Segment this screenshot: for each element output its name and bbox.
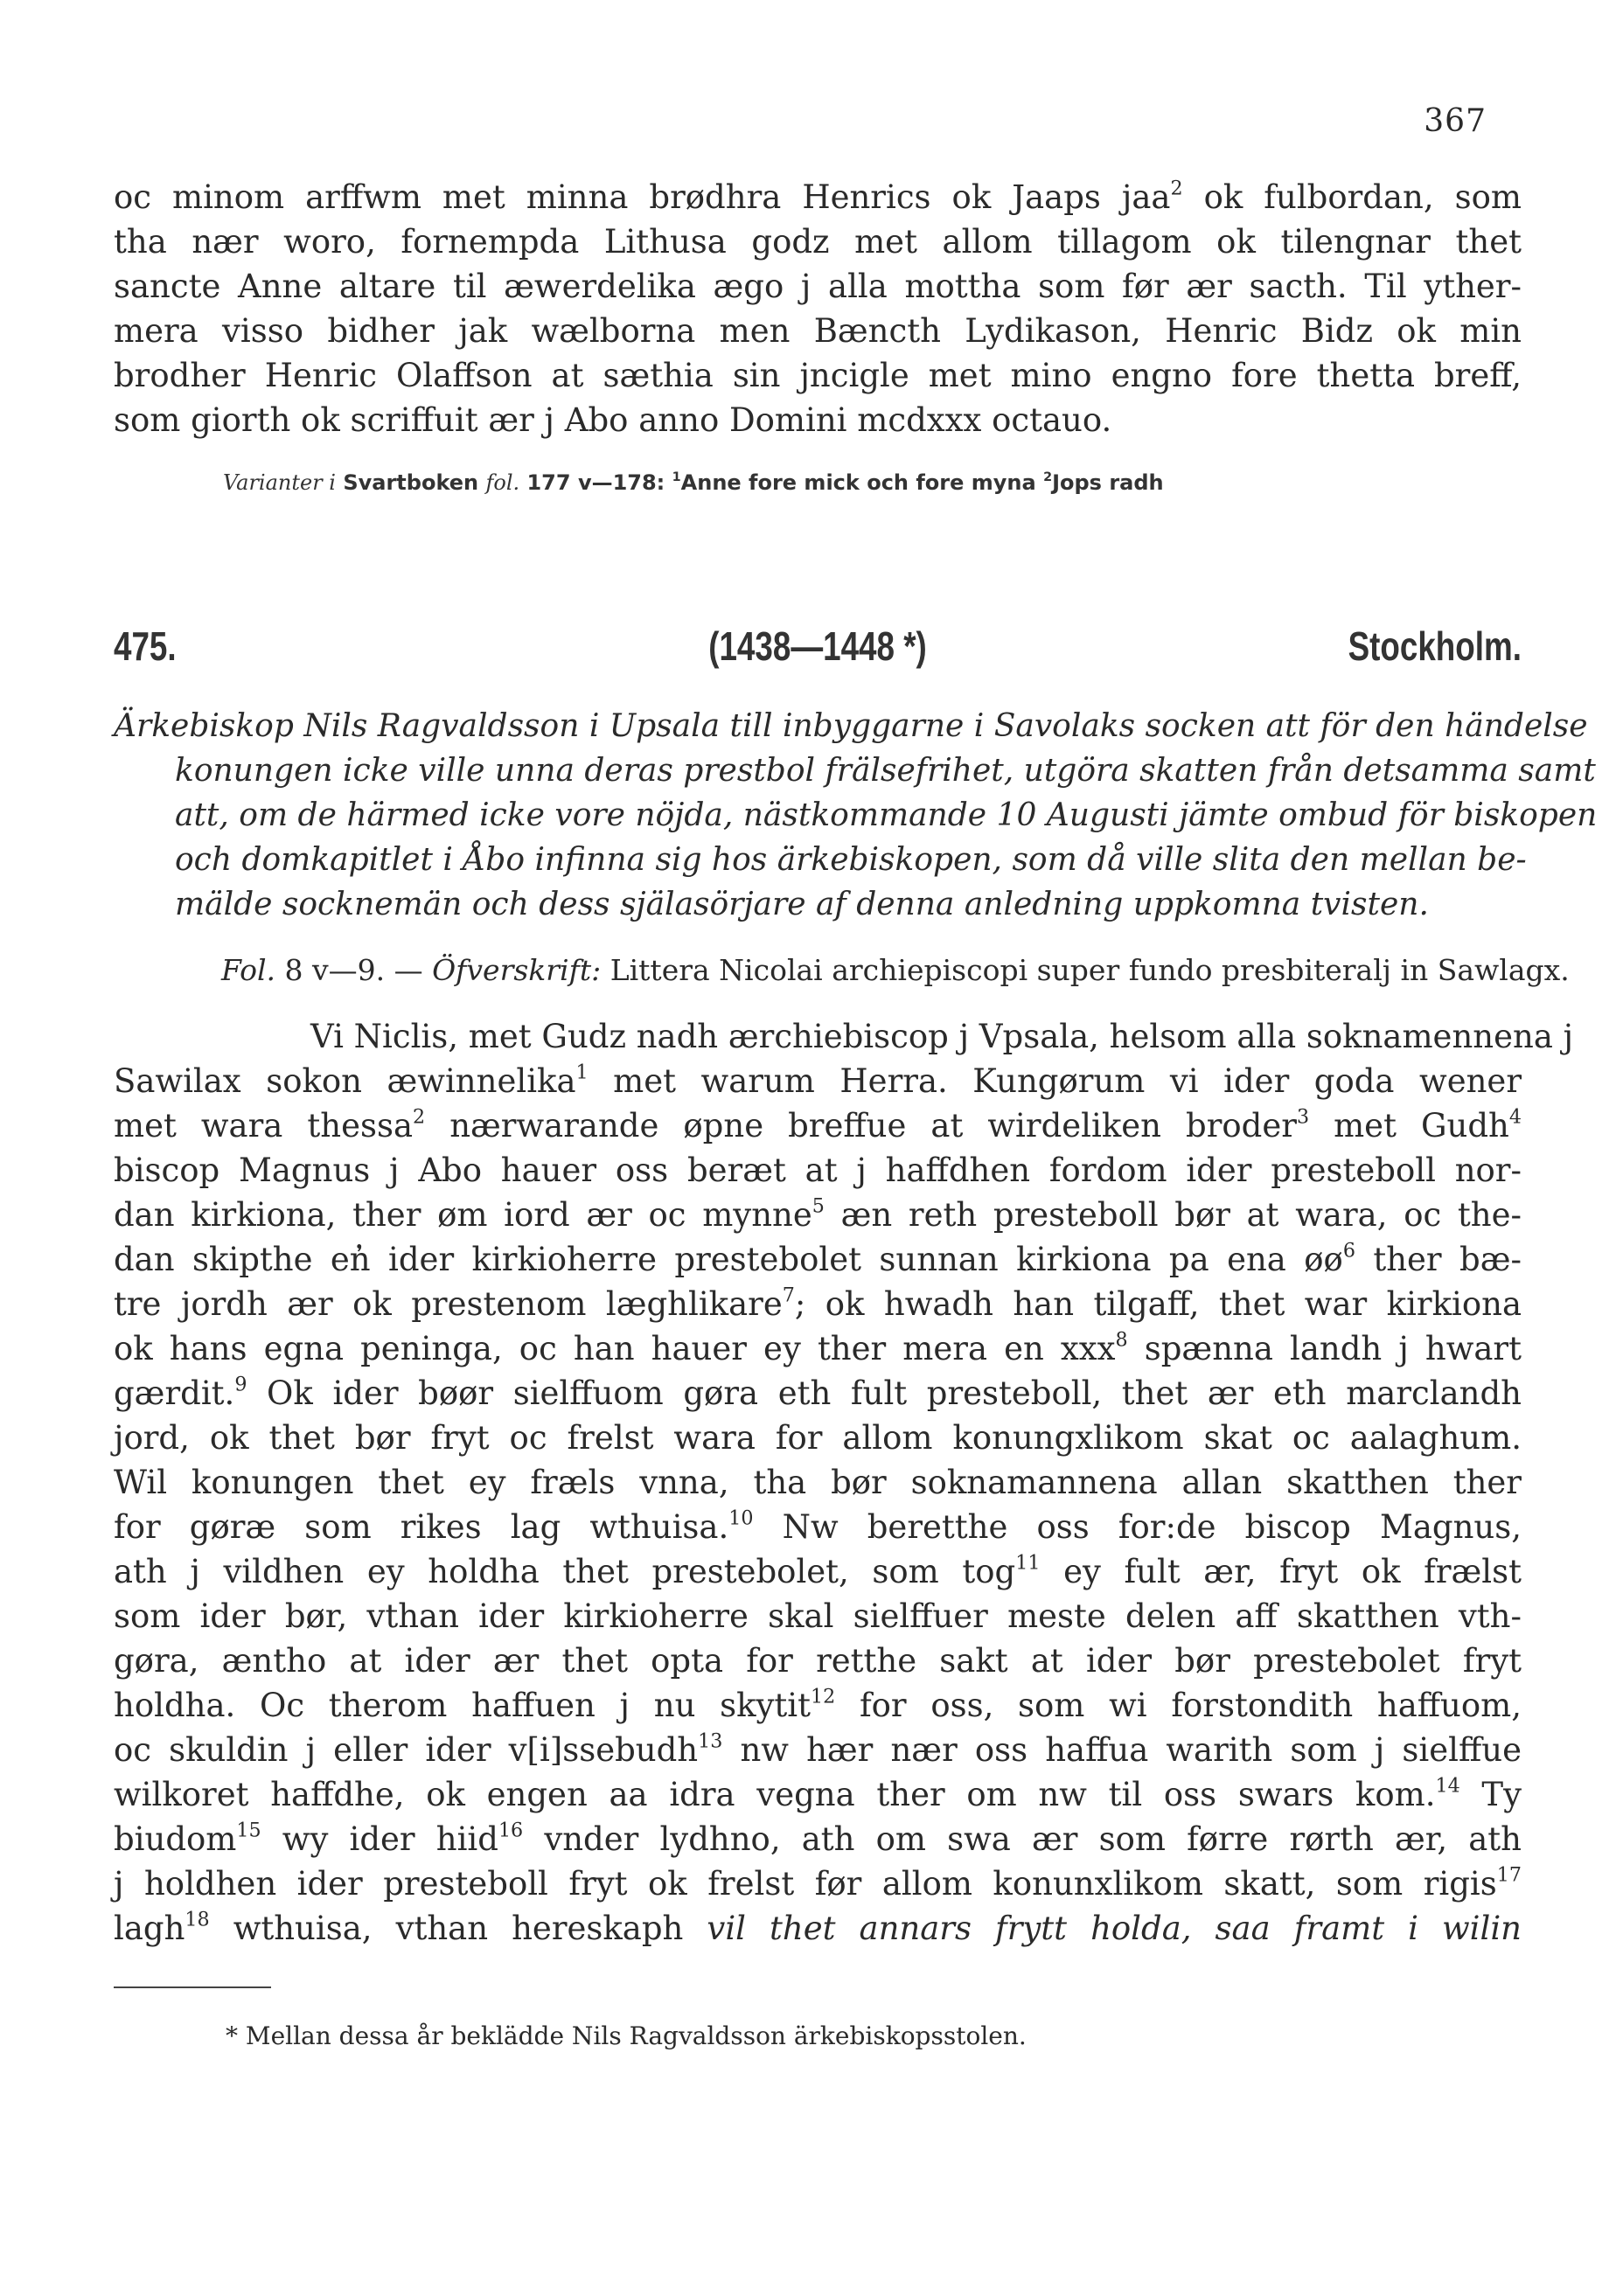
letter-line <box>114 1772 1522 1817</box>
ofverskrift-label: Öfverskrift: <box>432 953 602 987</box>
text-line <box>114 264 1522 309</box>
text-run: mera visso bidher jak wælborna men Bæncth Lydikason, Henric Bidz ok min <box>114 312 1522 350</box>
letter-line <box>114 1460 1522 1505</box>
text-run: ; ok hwadh han tilgaff, thet war kirkiona <box>794 1285 1522 1323</box>
text-run: gærdit. <box>114 1374 235 1412</box>
text-run: som ider bør, vthan ider kirkioherre skal sielffuer meste delen aff skatthen vth- <box>114 1597 1522 1635</box>
text-run: nw hær nær oss haffua warith som j sielffue <box>722 1731 1522 1769</box>
letter-line <box>114 1505 1522 1549</box>
letter-line <box>114 1549 1522 1594</box>
letter-line <box>114 1193 1522 1237</box>
text-run: met wara thessa <box>114 1107 414 1145</box>
text-run: biscop Magnus j Abo hauer oss beræt at j haffdhen fordom ider presteboll nor- <box>114 1151 1522 1189</box>
text-run: wilkoret haffdhe, ok engen aa idra vegna ther om nw til oss swars kom. <box>114 1776 1436 1813</box>
footnote-ref: 4 <box>1508 1105 1522 1129</box>
letter-line <box>114 1014 1574 1059</box>
text-run: ey fult ær, fryt ok frælst <box>1040 1553 1522 1590</box>
letter-line <box>114 1683 1522 1728</box>
footnote-ref: 5 <box>812 1194 825 1218</box>
document-number: 475. <box>114 623 177 669</box>
letter-line <box>114 1282 1522 1326</box>
text-run: wthuisa, vthan hereskaph <box>209 1910 707 1947</box>
variants-note <box>223 470 1164 495</box>
text-run: ath j vildhen ey holdha thet prestebolet, som tog <box>114 1553 1016 1590</box>
letter-line <box>114 1371 1522 1416</box>
variants-note2-text: Jops radh <box>1052 470 1164 495</box>
text-run: Vi Niclis, met Gudz nadh ærchiebiscop j Vpsala, helsom alla soknamennena j <box>310 1018 1574 1055</box>
text-run: ok hans egna peninga, oc han hauer ey ther mera en xxx <box>114 1330 1116 1367</box>
variants-note2-num: 2 <box>1043 470 1053 484</box>
letter-line <box>114 1906 1522 1951</box>
variants-fol: fol. <box>485 470 520 495</box>
text-run: brodher Henric Olaffson at sæthia sin jncigle met mino engno fore thetta breff, <box>114 357 1522 394</box>
text-run: spænna landh j hwart <box>1127 1330 1522 1367</box>
text-run: jord, ok thet bør fryt oc frelst wara for allom konungxlikom skat oc aalaghum. <box>114 1419 1522 1457</box>
text-run: nærwarande øpne breffue at wirdeliken broder <box>425 1107 1297 1145</box>
ofverskrift-text: Littera Nicolai archiepiscopi super fundo presbiteralj in Sawlagx. <box>609 953 1570 987</box>
footnote-ref: 12 <box>811 1685 836 1708</box>
footnote-ref: 16 <box>498 1819 524 1842</box>
text-run: dan kirkiona, ther øm iord ær oc mynne <box>114 1196 812 1234</box>
letter-line <box>114 1059 1522 1103</box>
footnote-ref: 17 <box>1496 1863 1522 1887</box>
footnote-ref: 9 <box>234 1373 247 1396</box>
text-run: oc minom arffwm met minna brødhra Henrics ok Jaaps jaa <box>114 178 1171 216</box>
document-date: (1438—1448 *) <box>708 623 927 669</box>
text-run: Wil konungen thet ey fræls vnna, tha bør soknamannena allan skatthen ther <box>114 1464 1522 1501</box>
footnote-ref: 2 <box>1170 177 1183 200</box>
footnote-ref: 10 <box>728 1506 754 1530</box>
summary-paragraph <box>114 704 1598 927</box>
footnote-ref: 8 <box>1115 1328 1128 1352</box>
text-run: lagh <box>114 1910 185 1947</box>
text-run: Ok ider bøør sielffuom gøra eth fult presteboll, thet ær eth marclandh <box>247 1374 1522 1412</box>
letter-line <box>114 1103 1522 1148</box>
folio-line <box>221 951 1570 990</box>
text-line <box>114 398 1522 442</box>
text-run: tha nær woro, fornempda Lithusa godz met allom tillagom ok tilengnar thet <box>114 223 1522 261</box>
document-heading <box>114 623 1522 675</box>
text-run: vnder lydhno, ath om swa ær som førre rørth ær, ath <box>523 1820 1522 1858</box>
document-place: Stockholm. <box>1348 623 1522 669</box>
text-run: met Gudh <box>1309 1107 1509 1145</box>
footnote-ref: 13 <box>698 1729 723 1753</box>
top-paragraph <box>114 175 1522 442</box>
variants-note1-num: 1 <box>672 470 681 484</box>
summary-line: och domkapitlet i Åbo infinna sig hos ärkebiskopen, som då ville slita den mellan be- <box>175 842 1527 878</box>
variants-label: Varianter i <box>223 470 336 495</box>
text-line <box>114 175 1522 219</box>
footnote-ref: 14 <box>1435 1774 1460 1798</box>
letter-line <box>114 1728 1522 1772</box>
folio-label: Fol. <box>221 953 276 987</box>
footnote-ref: 7 <box>782 1284 795 1307</box>
summary-line: att, om de härmed icke vore nöjda, nästkommande 10 Augusti jämte ombud för biskopen <box>175 797 1598 833</box>
summary-line: Ärkebiskop Nils Ragvaldsson i Upsala till inbyggarne i Savolaks socken att för den händelse <box>114 708 1588 744</box>
letter-line <box>114 1817 1522 1861</box>
letter-line <box>114 1416 1522 1460</box>
text-line <box>114 219 1522 264</box>
letter-line <box>114 1148 1522 1193</box>
footnote-ref: 3 <box>1296 1105 1310 1129</box>
variants-note1-text: Anne fore mick och fore myna <box>680 470 1036 495</box>
text-run: wy ider hiid <box>261 1820 498 1858</box>
text-run: holdha. Oc therom haffuen j nu skytit <box>114 1687 811 1724</box>
text-line <box>114 353 1522 398</box>
footnote-divider <box>114 1986 271 1988</box>
folio-range: 8 v—9. — <box>284 953 423 987</box>
text-run: biudom <box>114 1820 237 1858</box>
footnote-ref: 2 <box>413 1105 426 1129</box>
footnote <box>226 2021 1027 2050</box>
italic-run: vil thet annars frytt holda, saa framt i wilin <box>707 1910 1522 1947</box>
letter-line <box>114 1326 1522 1371</box>
text-run: for oss, som wi forstondith haffuom, <box>835 1687 1522 1724</box>
footnote-ref: 11 <box>1015 1551 1041 1575</box>
text-run: met warum Herra. Kungørum vi ider goda wener <box>588 1062 1522 1100</box>
footnote-mark: * <box>226 2021 238 2050</box>
letter-line <box>114 1861 1522 1906</box>
footnote-ref: 15 <box>236 1819 261 1842</box>
text-run: ok fulbordan, som <box>1182 178 1522 216</box>
footnote-text: Mellan dessa år beklädde Nils Ragvaldsson ärkebiskopsstolen. <box>245 2021 1027 2050</box>
text-line <box>114 309 1522 353</box>
text-run: dan skipthe en̓ ider kirkioherre prestebolet sunnan kirkiona pa ena øø <box>114 1241 1343 1278</box>
text-run: Sawilax sokon æwinnelika <box>114 1062 576 1100</box>
text-run: for gøræ som rikes lag wthuisa. <box>114 1508 729 1546</box>
text-run: Nw beretthe oss for:de biscop Magnus, <box>753 1508 1522 1546</box>
summary-line: konungen icke ville unna deras prestbol frälsefrihet, utgöra skatten från detsamma samt <box>175 753 1596 789</box>
text-run: gøra, æntho at ider ær thet opta for retthe sakt at ider bør prestebolet fryt <box>114 1642 1522 1680</box>
text-run: sancte Anne altare til æwerdelika ægo j alla mottha som før ær sacth. Til yther- <box>114 268 1522 305</box>
text-run: ther bæ- <box>1355 1241 1522 1278</box>
page-number: 367 <box>1424 103 1487 139</box>
footnote-ref: 6 <box>1342 1239 1355 1263</box>
variants-source: Svartboken <box>343 470 479 495</box>
text-run: j holdhen ider presteboll fryt ok frelst før allom konunxlikom skatt, som rigis <box>114 1865 1497 1903</box>
summary-line: mälde socknemän och dess själasörjare af denna anledning uppkomna tvisten. <box>175 887 1429 922</box>
text-run: som giorth ok scriffuit ær j Abo anno Domini mcdxxx octauo. <box>114 401 1112 439</box>
footnote-ref: 1 <box>575 1061 589 1084</box>
footnote-ref: 18 <box>185 1908 210 1931</box>
letter-body <box>114 1014 1574 1951</box>
variants-range: 177 v—178: <box>526 470 665 495</box>
letter-line <box>114 1237 1522 1282</box>
text-run: oc skuldin j eller ider v[i]ssebudh <box>114 1731 699 1769</box>
letter-line <box>114 1594 1522 1639</box>
text-run: tre jordh ær ok prestenom læghlikare <box>114 1285 783 1323</box>
letter-line <box>114 1639 1522 1683</box>
text-run: æn reth presteboll bør at wara, oc the- <box>824 1196 1522 1234</box>
text-run: Ty <box>1459 1776 1522 1813</box>
